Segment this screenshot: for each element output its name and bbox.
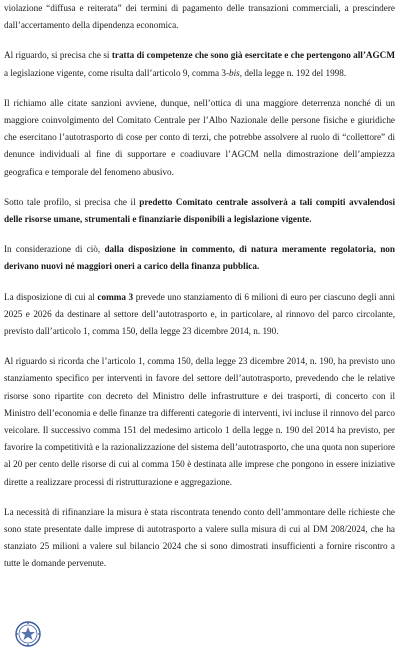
- p4-seg-1: Sotto tale profilo, si precisa che il: [4, 196, 140, 207]
- document-page: [4, 0, 395, 586]
- paragraph-8: [4, 504, 395, 573]
- paragraph-3: [4, 95, 395, 181]
- paragraph-5: [4, 241, 395, 275]
- p2-seg-2-bold: tratta di competenze che sono già esercitate e che pertengono all’AGCM: [111, 50, 395, 61]
- paragraph-1: [4, 0, 395, 34]
- p2-seg-5: , della legge n. 192 del 1998.: [239, 67, 347, 78]
- p4-seg-2-bold: predetto Comitato centrale assolverà a tali compiti avvalendosi delle risorse umane, strumentali e finanziarie disponibili a legislazione vigente.: [4, 196, 395, 225]
- p1-text: violazione “diffusa e reiterata” dei termini di pagamento delle transazioni commerciali, a prescindere dall’accertamento della dipendenza economica.: [4, 3, 395, 31]
- paragraph-4: [4, 194, 395, 228]
- p6-seg-3: prevede uno stanziamento di 6 milioni di euro per ciascuno degli anni 2025 e 2026 da destinare al settore dell’autotrasporto e, in particolare, al rinnovo del parco circolante, previsto dall’articolo 1, comma 150, della legge 23 dicembre 2014, n. 190.: [4, 291, 395, 337]
- p3-text: Il richiamo alle citate sanzioni avviene, dunque, nell’ottica di una maggiore deterrenza nonché di un maggiore coinvolgimento del Comitato Centrale per l’Albo Nazionale delle persone fisiche e giuridiche che esercitano l’autotrasporto di cose per conto di terzi, che potrebbe assolvere al ruolo di “collettore” di denunce individuali al fine di supportare e coadiuvare l’AGCM nella dimostrazione dell’ampiezza geografica e temporale del fenomeno abusivo.: [4, 97, 395, 177]
- p2-seg-3: a legislazione vigente, come risulta dall’articolo 9, comma 3-: [4, 67, 230, 78]
- paragraph-6: [4, 289, 395, 341]
- p6-seg-2-bold: comma 3: [97, 291, 134, 302]
- paragraph-2: [4, 47, 395, 81]
- ministry-seal-icon: [15, 621, 41, 647]
- p7-text: Al riguardo si ricorda che l’articolo 1, comma 150, della legge 23 dicembre 2014, n. 190, ha previsto uno stanziamento specifico per interventi in favore del settore dell’autotrasporto, prevedendo che le relative risorse sono ripartite con decreto del Ministro delle infrastrutture e dei trasporti, di concerto con il Ministro dell’economia e delle finanze tra differenti categorie di interventi, ivi incluse il rinnovo del parco veicolare. Il successivo comma 151 del medesimo articolo 1 della legge n. 190 del 2014 ha previsto, per favorire la competitività e la razionalizzazione del sistema dell’autotrasporto, che una quota non superiore al 20 per cento delle risorse di cui al comma 150 è destinata alle imprese che pongono in essere iniziative dirette a realizzare processi di ristrutturazione e aggregazione.: [4, 356, 395, 487]
- p2-seg-4-italic: bis: [229, 67, 240, 78]
- p8-text: La necessità di rifinanziare la misura è stata riscontrata tenendo conto dell’ammontare delle richieste che sono state presentate dalle imprese di autotrasporto a valere sulla misura di cui al DM 208/2024, che ha stanziato 25 milioni a valere sul bilancio 2024 che si sono dimostrati insufficienti a fornire riscontro a tutte le domande pervenute.: [4, 506, 395, 569]
- paragraph-7: [4, 353, 395, 491]
- p2-seg-1: Al riguardo, si precisa che si: [4, 50, 112, 61]
- p5-seg-2-bold: dalla disposizione in commento, di natura meramente regolatoria, non derivano nuovi né maggiori oneri a carico della finanza pubblica.: [4, 244, 396, 272]
- p6-seg-1: La disposizione di cui al: [4, 291, 98, 302]
- p5-seg-1: In considerazione di ciò,: [4, 244, 105, 255]
